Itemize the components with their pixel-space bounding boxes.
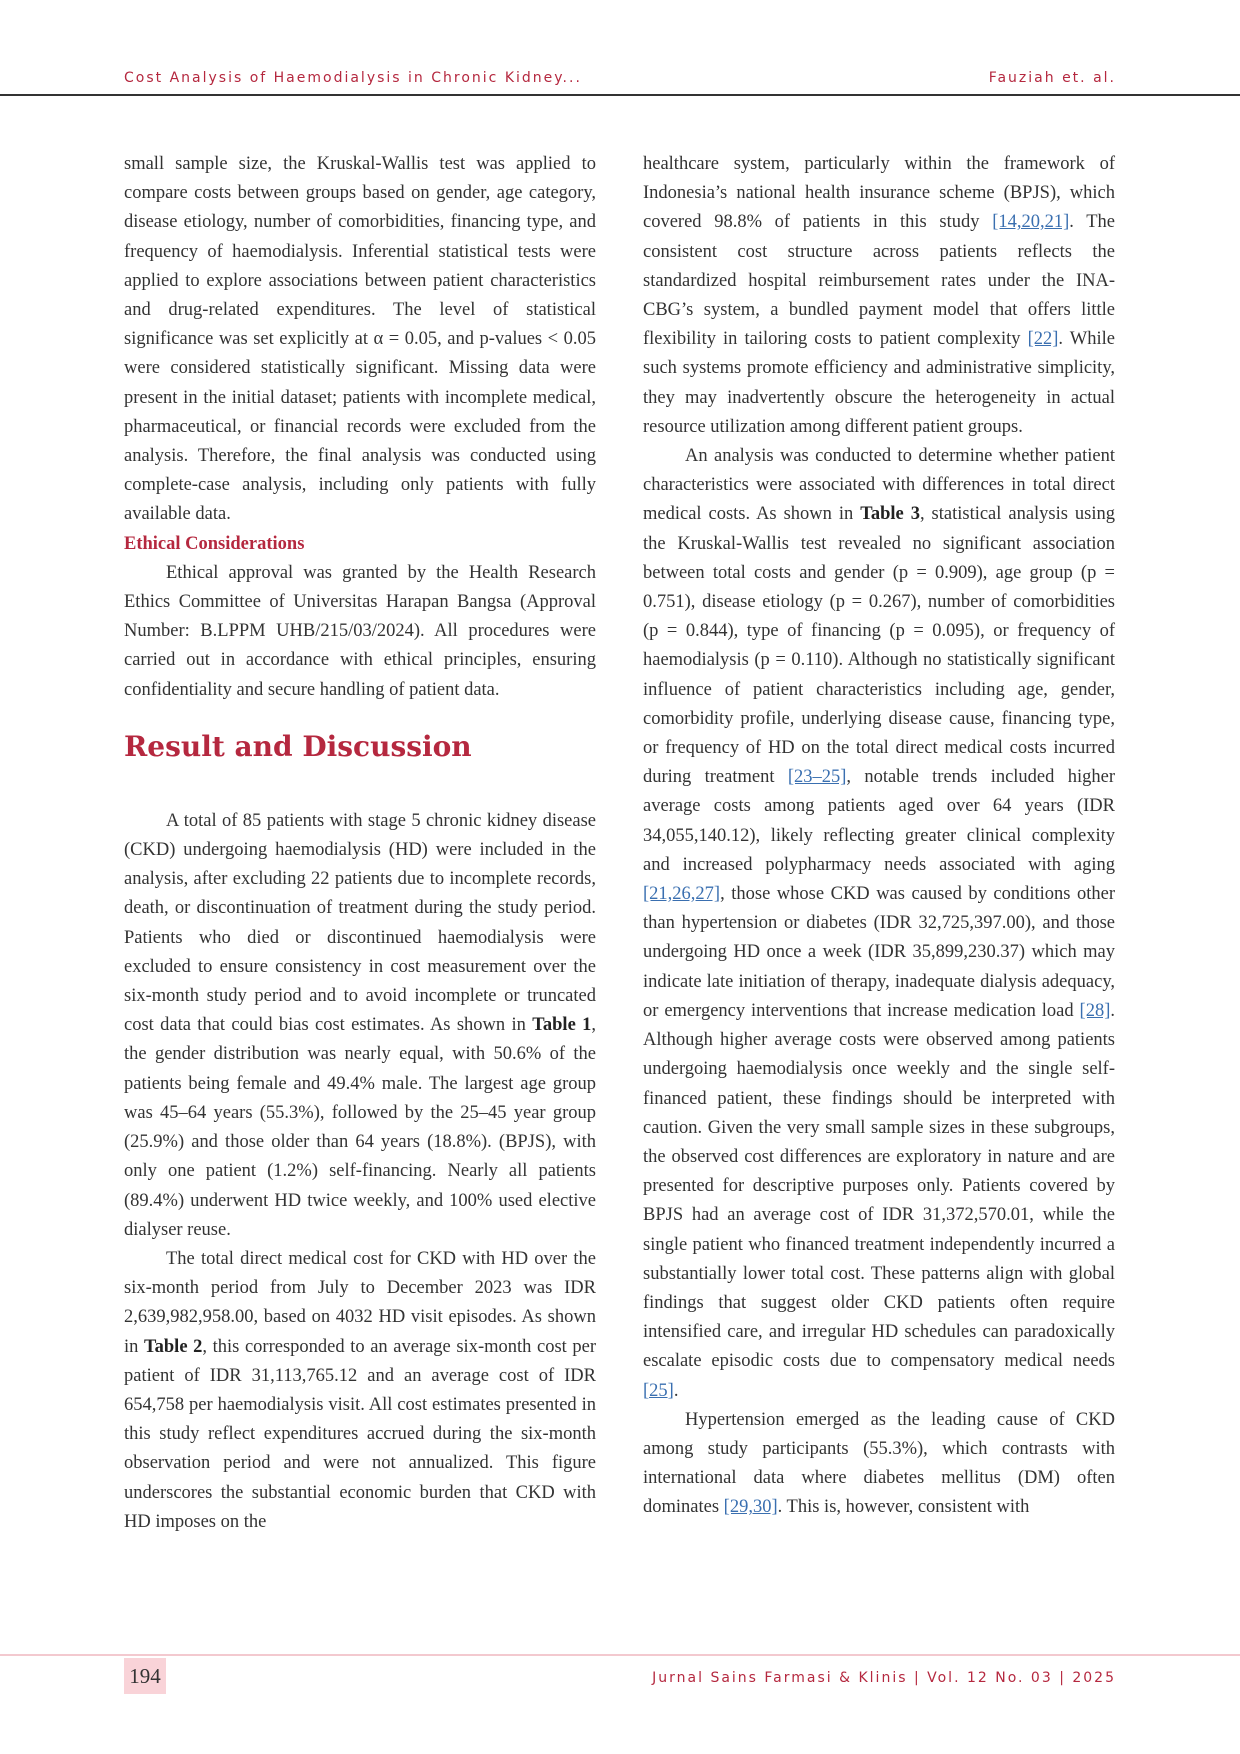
text-run: A total of 85 patients with stage 5 chronic kidney disease (CKD) undergoing haemodialysis (HD) were included in the analysis, after excluding 22 patients due to incomplete records, death, or discontinuation of treatment during the study period. Patients who died or discontinued haemodialysis were excluded to ensure consistency in cost measurement over the six-month study period and to avoid incomplete or truncated cost data that could bias cost estimates. As shown in	[124, 810, 596, 1036]
text-run: . While such systems promote efficiency and administrative simplicity, they may inadvertently obscure the heterogeneity in actual resource utilization among different patient groups.	[643, 329, 1115, 437]
paragraph-results-2	[124, 1245, 596, 1537]
footer-divider	[0, 1654, 1240, 1656]
text-run: An analysis was conducted to determine whether patient characteristics were associated with differences in total direct medical costs. As shown in	[643, 446, 1115, 525]
text-run: . This is, however, consistent with	[777, 1497, 1030, 1518]
citation-link[interactable]: [25]	[643, 1380, 674, 1401]
paragraph-methods-continued: small sample size, the Kruskal-Wallis test was applied to compare costs between groups based on gender, age category, disease etiology, number of comorbidities, financing type, and frequency of haemodialysis. Inferential statistical tests were applied to explore associations between patient characteristics and drug-related expenditures. The level of statistical significance was set explicitly at α = 0.05, and p-values < 0.05 were considered statistically significant. Missing data were present in the initial dataset; patients with incomplete medical, pharmaceutical, or financial records were excluded from the analysis. Therefore, the final analysis was conducted using complete-case analysis, including only patients with fully available data.	[124, 154, 596, 525]
section-title: Result and Discussion	[124, 729, 472, 763]
text-run: Hypertension emerged as the leading cause of CKD among study participants (55.3%), which contrasts with international data where diabetes mellitus (DM) often dominates	[643, 1409, 1115, 1518]
running-header	[124, 70, 1116, 90]
paragraph-discussion-1	[643, 150, 1115, 442]
page-number: 194	[124, 1658, 166, 1694]
citation-link[interactable]: [23–25]	[787, 767, 847, 788]
header-divider	[0, 94, 1240, 96]
text-run: , the gender distribution was nearly equal, with 50.6% of the patients being female and 49.4% male. The largest age group was 45–64 years (55.3%), followed by the 25–45 year group (25.9%) and those older than 64 years (18.8%). (BPJS), with only one patient (1.2%) self-financing. Nearly all patients (89.4%) underwent HD twice weekly, and 100% used elective dialyser reuse.	[124, 1015, 597, 1240]
text-run: . The consistent cost structure across patients reflects the standardized hospital reimbursement rates under the INA-CBG’s system, a bundled payment model that offers little flexibility in tailoring costs to patient complexity	[643, 212, 1115, 350]
text-run: , notable trends included higher average costs among patients aged over 64 years (IDR 34,055,140.12), likely reflecting greater clinical complexity and increased polypharmacy needs associated with aging	[643, 767, 1115, 875]
text-run: , those whose CKD was caused by conditions other than hypertension or diabetes (IDR 32,725,397.00), and those undergoing HD once a week (IDR 35,899,230.37) which may indicate late initiation of therapy, inadequate dialysis adequacy, or emergency interventions that increase medication load	[643, 884, 1115, 1021]
text-run: . Although higher average costs were observed among patients undergoing haemodialysis once weekly and the single self-financed patient, these findings should be interpreted with caution. Given the very small sample sizes in these subgroups, the observed cost differences are exploratory in nature and are presented for descriptive purposes only. Patients covered by BPJS had an average cost of IDR 31,372,570.01, while the single patient who financed treatment independently incurred a substantially lower total cost. These patterns align with global findings that suggest older CKD patients often require intensified care, and irregular HD schedules can paradoxically escalate episodic costs due to compensatory medical needs	[643, 1000, 1115, 1372]
ethics-heading: Ethical Considerations	[124, 533, 305, 554]
table-reference: Table 2	[144, 1336, 203, 1357]
running-title: Cost Analysis of Haemodialysis in Chronic Kidney...	[124, 70, 582, 86]
right-column	[643, 150, 1115, 1523]
table-reference: Table 3	[860, 504, 920, 525]
paragraph-discussion-3	[643, 1406, 1115, 1523]
citation-link[interactable]: [28]	[1079, 1000, 1111, 1021]
paragraph-results-1	[124, 807, 596, 1245]
citation-link[interactable]: [22]	[1027, 329, 1059, 350]
text-run: , statistical analysis using the Kruskal-Wallis test revealed no significant association between total costs and gender (p = 0.909), age group (p = 0.751), disease etiology (p = 0.267), number of comorbidities (p = 0.844), type of financing (p = 0.095), or frequency of haemodialysis (p = 0.110). Although no statistically significant influence of patient characteristics including age, gender, comorbidity profile, underlying disease cause, financing type, or frequency of HD on the total direct medical costs incurred during treatment	[643, 504, 1116, 788]
citation-link[interactable]: [21,26,27]	[643, 884, 721, 905]
text-run: The total direct medical cost for CKD with HD over the six-month period from July to December 2023 was IDR 2,639,982,958.00, based on 4032 HD visit episodes. As shown in	[124, 1248, 596, 1357]
paragraph-ethics: Ethical approval was granted by the Health Research Ethics Committee of Universitas Harapan Bangsa (Approval Number: B.LPPM UHB/215/03/2024). All procedures were carried out in accordance with ethical principles, ensuring confidentiality and secure handling of patient data.	[124, 562, 596, 700]
text-run: .	[673, 1380, 679, 1401]
running-authors: Fauziah et. al.	[988, 70, 1116, 86]
text-run: healthcare system, particularly within the framework of Indonesia’s national health insurance scheme (BPJS), which covered 98.8% of patients in this study	[643, 154, 1115, 233]
table-reference: Table 1	[532, 1015, 592, 1036]
citation-link[interactable]: [14,20,21]	[992, 212, 1070, 233]
journal-info: Jurnal Sains Farmasi & Klinis | Vol. 12 No. 03 | 2025	[652, 1670, 1116, 1686]
citation-link[interactable]: [29,30]	[723, 1497, 778, 1518]
text-run: , this corresponded to an average six-month cost per patient of IDR 31,113,765.12 and an average cost of IDR 654,758 per haemodialysis visit. All cost estimates presented in this study reflect expenditures accrued during the six-month observation period and were not annualized. This figure underscores the substantial economic burden that CKD with HD imposes on the	[124, 1336, 597, 1532]
left-column	[124, 150, 596, 1537]
paragraph-discussion-2	[643, 442, 1115, 1406]
